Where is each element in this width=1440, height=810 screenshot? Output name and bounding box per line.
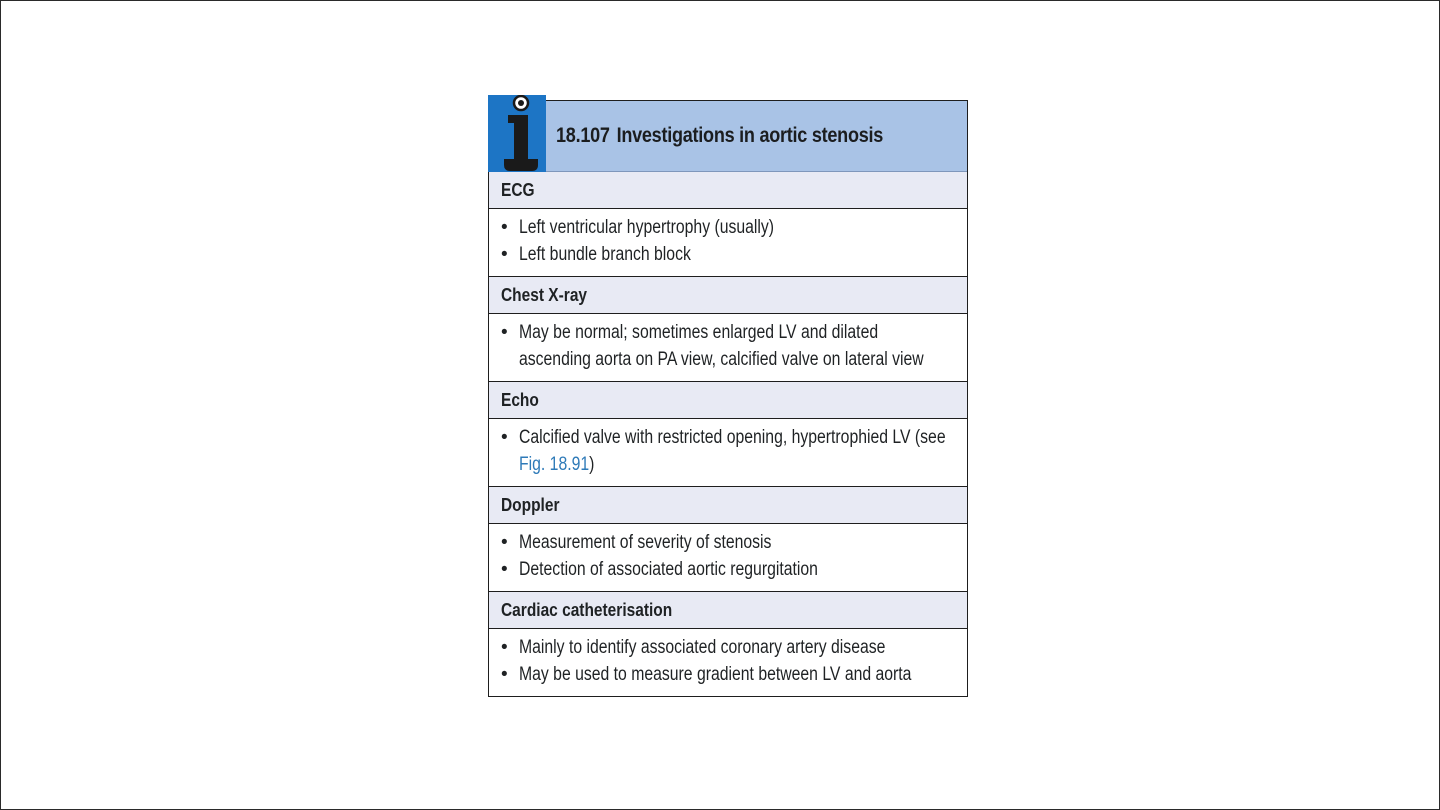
info-icon xyxy=(488,95,546,172)
list-item-text: Detection of associated aortic regurgitation xyxy=(519,559,818,580)
list-item-continuation xyxy=(501,346,957,373)
list-item-text: Measurement of severity of stenosis xyxy=(519,532,772,553)
list-item-text: ascending aorta on PA view, calcified valve on lateral view xyxy=(519,349,924,370)
section-body-echo xyxy=(489,419,967,486)
info-box-title-bar xyxy=(489,101,967,172)
list-item-text: Calcified valve with restricted opening, hypertrophied LV (see xyxy=(519,427,946,448)
section-heading-ecg: ECG xyxy=(489,172,967,209)
section-body-ecg xyxy=(489,209,967,276)
bullet-dot: • xyxy=(501,532,508,553)
bullet-dot: • xyxy=(501,217,508,238)
list-item-text: May be used to measure gradient between LV and aorta xyxy=(519,664,912,685)
section-heading-cardiac-catheterisation: Cardiac catheterisation xyxy=(489,591,967,629)
section-heading-doppler: Doppler xyxy=(489,486,967,524)
list-item xyxy=(501,661,957,688)
section-heading-echo: Echo xyxy=(489,381,967,419)
list-item-text: Left bundle branch block xyxy=(519,244,691,265)
bullet-dot: • xyxy=(501,637,508,658)
bullet-dot: • xyxy=(501,322,508,343)
list-item-text: Left ventricular hypertrophy (usually) xyxy=(519,217,775,238)
figure-link[interactable]: Fig. 18.91 xyxy=(519,454,590,475)
section-body-chest-xray xyxy=(489,314,967,381)
box-number: 18.107 xyxy=(556,124,610,147)
list-item xyxy=(501,529,957,556)
list-item xyxy=(501,319,957,346)
list-item-text: May be normal; sometimes enlarged LV and dilated xyxy=(519,322,879,343)
section-body-doppler xyxy=(489,524,967,591)
list-item xyxy=(501,634,957,661)
list-item xyxy=(501,241,957,268)
bullet-dot: • xyxy=(501,664,508,685)
list-item-text: Mainly to identify associated coronary artery disease xyxy=(519,637,886,658)
list-item xyxy=(501,424,957,451)
section-body-cardiac-catheterisation xyxy=(489,629,967,696)
box-title xyxy=(556,124,883,148)
list-item xyxy=(501,556,957,583)
info-box xyxy=(488,100,968,697)
bullet-dot: • xyxy=(501,559,508,580)
box-title-text: Investigations in aortic stenosis xyxy=(616,124,884,147)
section-heading-chest-xray: Chest X-ray xyxy=(489,276,967,314)
bullet-dot: • xyxy=(501,427,508,448)
list-item-text: ) xyxy=(589,454,595,475)
bullet-dot: • xyxy=(501,244,508,265)
list-item xyxy=(501,214,957,241)
list-item-continuation xyxy=(501,451,957,478)
